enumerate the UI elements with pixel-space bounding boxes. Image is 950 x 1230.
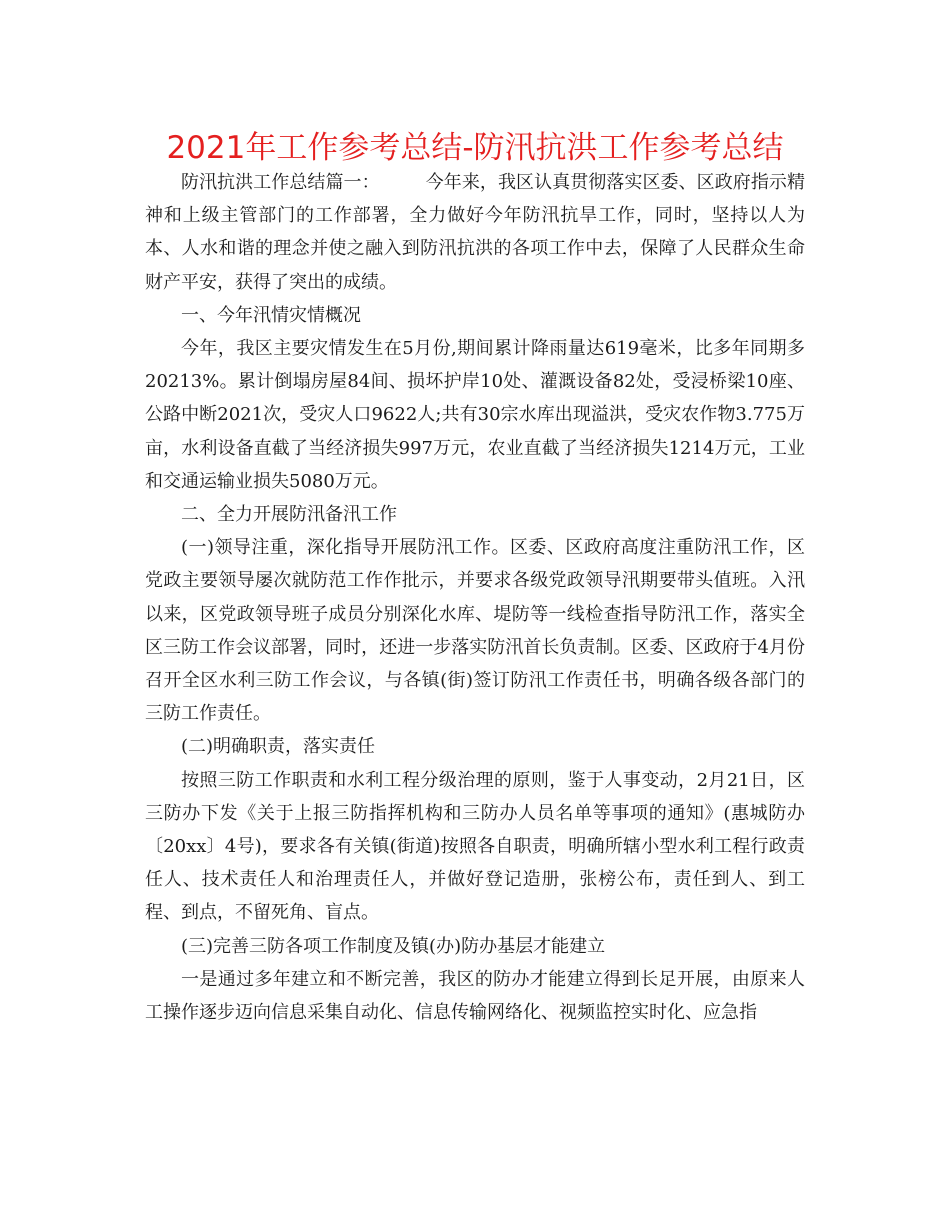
subsection-heading: (三)完善三防各项工作制度及镇(办)防办基层才能建立: [181, 935, 606, 957]
document-title: 2021年工作参考总结-防汛抗洪工作参考总结: [166, 130, 784, 166]
subsection-heading: (二)明确职责，落实责任: [181, 736, 376, 758]
body-paragraph: 一是通过多年建立和不断完善，我区的防办才能建立得到长足开展，由原来人工操作逐步迈向信息采集自动化、信息传输网络化、视频监控实时化、应急指: [145, 968, 805, 1024]
lead-text: 今年来，我区认真贯彻落实区委、区政府指示精神和上级主管部门的工作部署，全力做好今年防汛抗旱工作，同时，坚持以人为本、人水和谐的理念并使之融入到防汛抗洪的各项工作中去，保障了人民群众生命财产平安，获得了突出的成绩。: [145, 172, 805, 293]
section-heading-2: 二、全力开展防汛备汛工作: [181, 504, 397, 526]
body-paragraph: 按照三防工作职责和水利工程分级治理的原则，鉴于人事变动，2月21日，区三防办下发《关于上报三防指挥机构和三防办人员名单等事项的通知》(惠城防办〔20xx〕4号)，要求各有关镇(街道)按照各自职责，明确所辖小型水利工程行政责任人、技术责任人和治理责任人，并做好登记造册，张榜公布，责任到人、到工程、到点，不留死角、盲点。: [145, 769, 805, 924]
lead-label: 防汛抗洪工作总结篇一：: [181, 172, 380, 193]
body-paragraph: 今年，我区主要灾情发生在5月份,期间累计降雨量达619毫米，比多年同期多20213%。累计倒塌房屋84间、损坏护岸10处、灌溉设备82处，受浸桥梁10座、公路中断2021次，受灾人口9622人;共有30宗水库出现溢洪，受灾农作物3.775万亩，水利设备直截了当经济损失997万元，农业直截了当经济损失1214万元，工业和交通运输业损失5080万元。: [145, 338, 805, 492]
body-paragraph: (一)领导注重，深化指导开展防汛工作。区委、区政府高度注重防汛工作，区党政主要领导屡次就防范工作作批示，并要求各级党政领导汛期要带头值班。入汛以来，区党政领导班子成员分别深化水库、堤防等一线检查指导防汛工作，落实全区三防工作会议部署，同时，还进一步落实防汛首长负责制。区委、区政府于4月份召开全区水利三防工作会议，与各镇(街)签订防汛工作责任书，明确各级各部门的三防工作责任。: [145, 537, 805, 725]
document-body: [145, 166, 805, 1029]
section-heading-1: 一、今年汛情灾情概况: [181, 304, 361, 326]
lead-paragraph: [145, 166, 805, 299]
